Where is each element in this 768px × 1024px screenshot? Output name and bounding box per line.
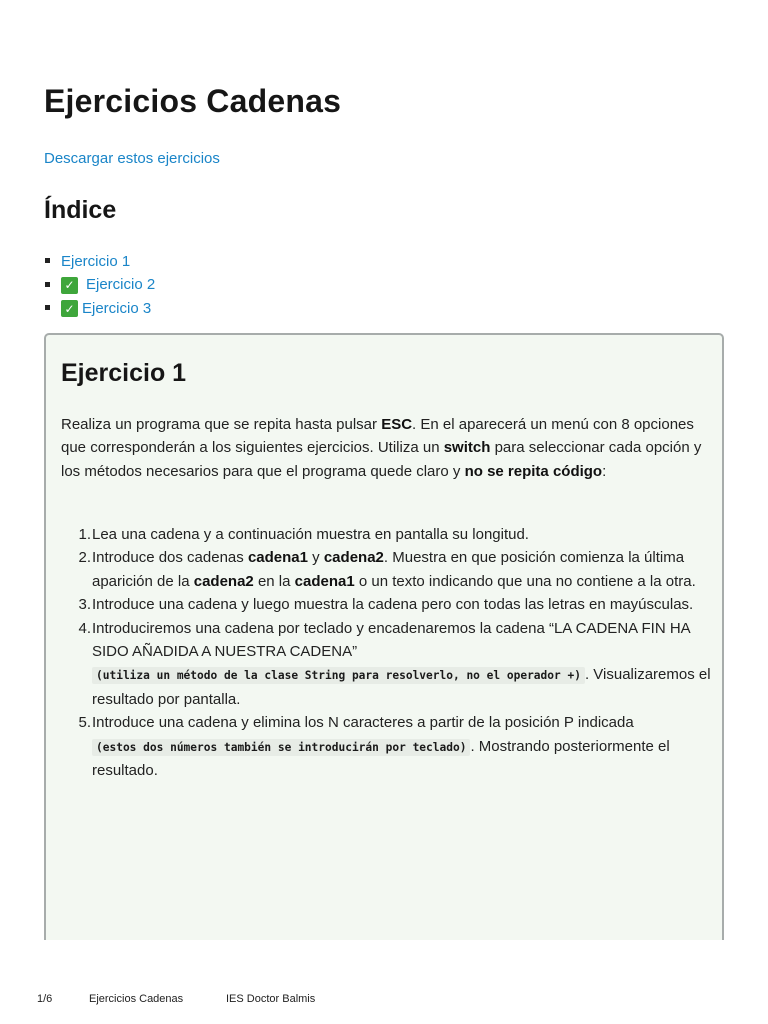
- exercise-intro: Realiza un programa que se repita hasta pulsar ESC. En el aparecerá un menú con 8 opciones que corresponderán a los siguientes ejercicios. Utiliza un switch para seleccionar cada opción y los métodos necesarios para que el programa quede claro y no se repita código:: [61, 416, 702, 480]
- download-exercises-link[interactable]: Descargar estos ejercicios: [44, 150, 220, 167]
- toc-item-ejercicio-3: [44, 297, 155, 321]
- toc-link-ejercicio-2[interactable]: Ejercicio 2: [86, 276, 156, 294]
- check-mark-icon: ✓: [61, 277, 78, 294]
- code-snippet: (utiliza un método de la clase String para resolverlo, no el operador +): [92, 667, 585, 684]
- toc-link-ejercicio-1[interactable]: Ejercicio 1: [61, 252, 131, 270]
- exercise-card: [44, 333, 724, 973]
- exercise-task-list: [61, 523, 711, 782]
- toc-item-ejercicio-2: [44, 274, 155, 298]
- page-number: 1/6: [37, 993, 53, 1005]
- check-mark-icon: ✓: [61, 300, 78, 317]
- page-title: Ejercicios Cadenas: [44, 83, 342, 119]
- footer-document-title: Ejercicios Cadenas: [89, 993, 184, 1005]
- code-snippet: (estos dos números también se introducirán por teclado): [92, 739, 470, 756]
- page-break-mask: [0, 940, 768, 980]
- task-item: 4. Introduciremos una cadena por teclado y encadenaremos la cadena “LA CADENA FIN HA SIDO AÑADIDA A NUESTRA CADENA” (utiliza un método de la clase String para resolverlo, no el operador +) . Visualizaremos el resultado por pantalla.: [78, 619, 711, 708]
- footer-school-name: IES Doctor Balmis: [226, 993, 316, 1005]
- index-heading: Índice: [44, 196, 117, 224]
- toc-link-ejercicio-3[interactable]: Ejercicio 3: [82, 299, 152, 317]
- table-of-contents: [44, 250, 155, 321]
- toc-item-ejercicio-1: [44, 250, 155, 274]
- task-item: 3. Introduce una cadena y luego muestra la cadena pero con todas las letras en mayúsculas.: [78, 596, 694, 614]
- task-item: 1. Lea una cadena y a continuación muestra en pantalla su longitud.: [78, 526, 529, 543]
- exercise-title: Ejercicio 1: [61, 359, 187, 387]
- task-item: 5. Introduce una cadena y elimina los N caracteres a partir de la posición P indicada (estos dos números también se introducirán por teclado) . Mostrando posteriormente el resultado.: [78, 714, 670, 780]
- task-item: 2. Introduce dos cadenas cadena1 y cadena2. Muestra en que posición comienza la última aparición de la cadena2 en la cadena1 o un texto indicando que una no contiene a la otra.: [78, 549, 696, 590]
